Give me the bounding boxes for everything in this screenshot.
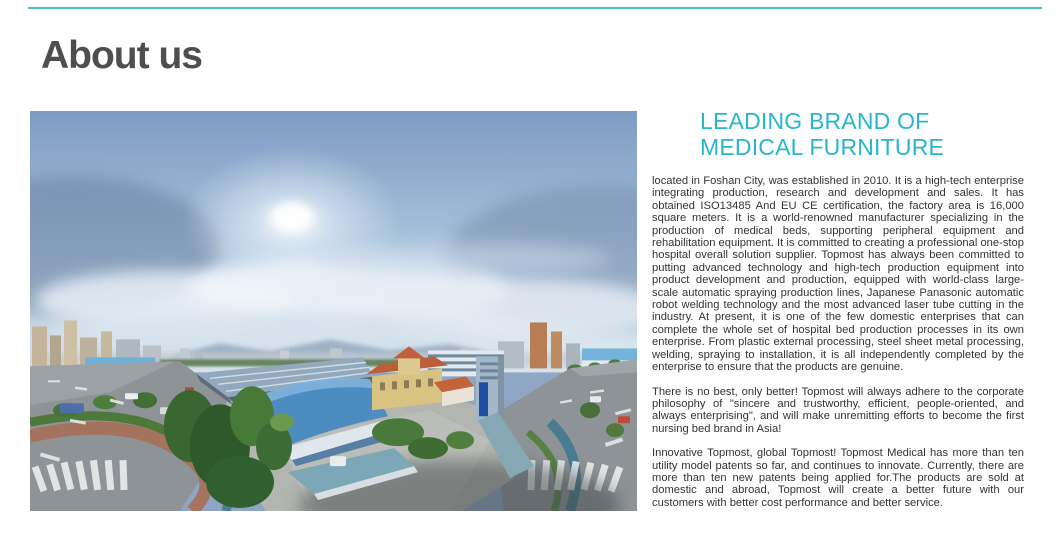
section-headline bbox=[652, 108, 1024, 160]
headline-line-2: MEDICAL FURNITURE bbox=[700, 134, 945, 160]
top-accent-rule bbox=[28, 7, 1042, 9]
headline-line-1: LEADING BRAND OF bbox=[700, 108, 930, 134]
about-paragraph-3: Innovative Topmost, global Topmost! Topmost Medical has more than ten utility model patents so far, and continues to innovate. Currently, there are more than ten new patents being applied for.The products are sold at domestic and abroad, Topmost will create a better future with our customers with better cost performance and better service. bbox=[652, 447, 1024, 509]
about-paragraph-1: located in Foshan City, was established in 2010. It is a high-tech enterprise integrating production, research and development and sales. It has obtained ISO13485 And EU CE certification, the factory area is 16,000 square meters. It is a world-renowned manufacturer specializing in the production of medical beds, supporting peripheral equipment and rehabilitation equipment. It is committed to creating a professional one-stop hospital overall solution supplier. Topmost has always been committed to putting advanced technology and high-tech production equipment into product development and production, equipped with world-class large-scale automatic spraying production lines, Japanese Panasonic automatic robot welding technology and the most advanced laser tube cutting in the industry. At present, it is one of the few domestic enterprises that can complete the whole set of hospital bed production processes in its own enterprise. From plastic external processing, steel sheet metal processing, welding, spraying to installation, it is all independently completed by the enterprise to ensure that the products are genuine. bbox=[652, 175, 1024, 374]
about-paragraphs bbox=[652, 175, 1024, 509]
about-text-column bbox=[652, 108, 1024, 521]
about-paragraph-2: There is no best, only better! Topmost will always adhere to the corporate philosophy of "sincere and trustworthy, efficient, people-oriented, and always enterprising", and will make unremitting efforts to become the first nursing bed brand in Asia! bbox=[652, 385, 1024, 435]
panorama-illustration bbox=[30, 111, 637, 511]
page-title: About us bbox=[41, 34, 202, 77]
factory-panorama-photo bbox=[30, 111, 637, 511]
